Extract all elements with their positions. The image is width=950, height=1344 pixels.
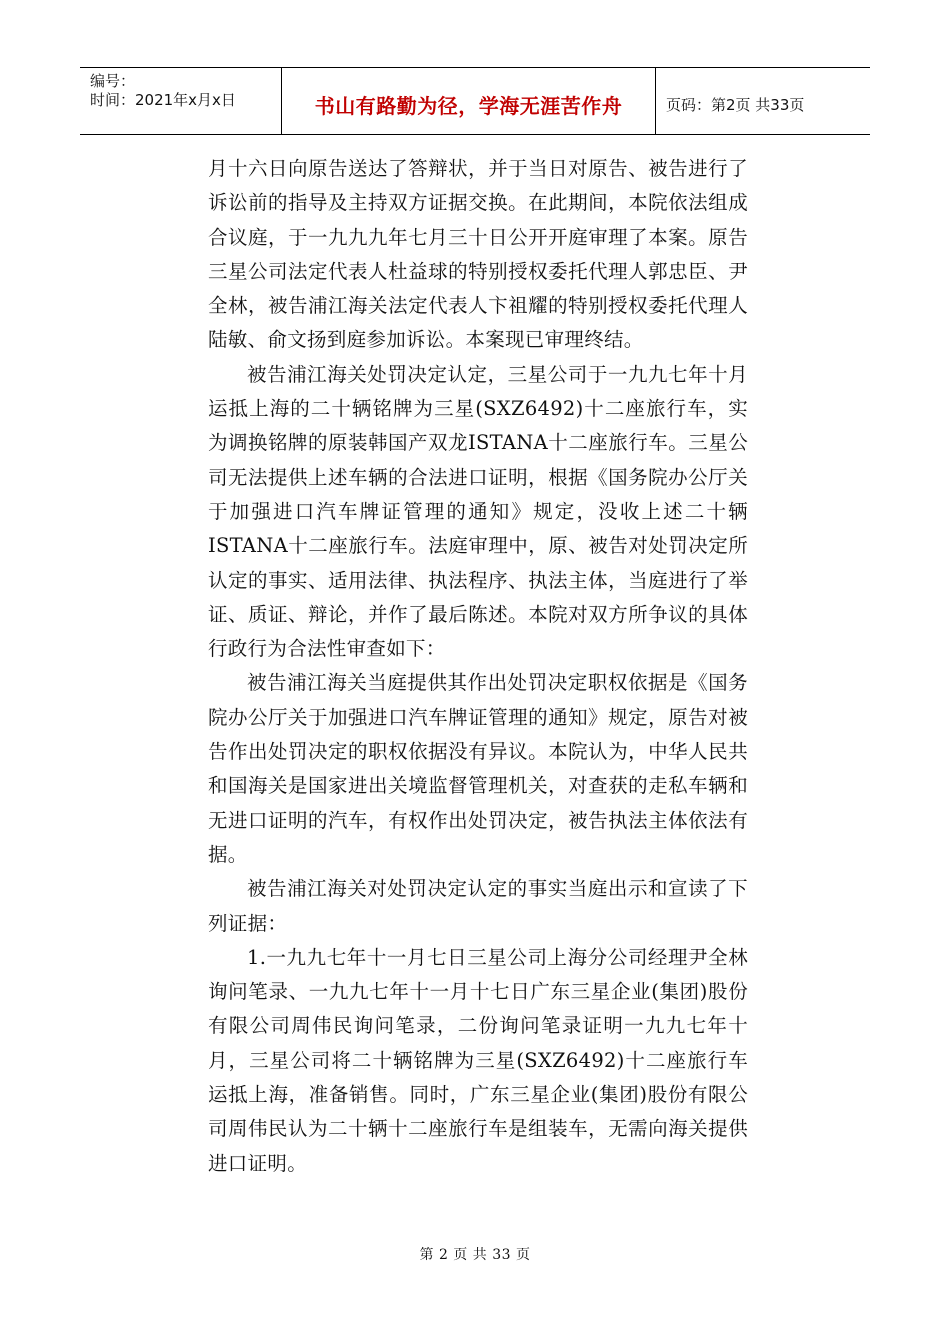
- header-table: [80, 67, 870, 135]
- page-footer: 第 2 页 共 33 页: [419, 1247, 531, 1263]
- paragraph: 被告浦江海关当庭提供其作出处罚决定职权依据是《国务院办公厅关于加强进口汽车牌证管理的通知》规定，原告对被告作出处罚决定的职权依据没有异议。本院认为，中华人民共和国海关是国家进出关境监督管理机关，对查获的走私车辆和无进口证明的汽车，有权作出处罚决定，被告执法主体依法有据。: [208, 671, 748, 866]
- paragraph: 被告浦江海关处罚决定认定，三星公司于一九九七年十月运抵上海的二十辆铭牌为三星(SXZ6492)十二座旅行车，实为调换铭牌的原装韩国产双龙ISTANA十二座旅行车。三星公司无法提供上述车辆的合法进口证明，根据《国务院办公厅关于加强进口汽车牌证管理的通知》规定，没收上述二十辆ISTANA十二座旅行车。法庭审理中，原、被告对处罚决定所认定的事实、适用法律、执法程序、执法主体，当庭进行了举证、质证、辩论，并作了最后陈述。本院对双方所争议的具体行政行为合法性审查如下：: [208, 362, 748, 661]
- document-time: 时间：2021年x月x日: [90, 91, 236, 109]
- header-meta: [80, 68, 282, 134]
- paragraph: 被告浦江海关对处罚决定认定的事实当庭出示和宣读了下列证据：: [208, 877, 748, 935]
- page-info-text: 页码：第2页 共33页: [666, 95, 805, 114]
- document-body: [208, 152, 748, 1181]
- paragraph: 月十六日向原告送达了答辩状，并于当日对原告、被告进行了诉讼前的指导及主持双方证据交换。在此期间，本院依法组成合议庭，于一九九九年七月三十日公开开庭审理了本案。原告三星公司法定代表人杜益球的特别授权委托代理人郭忠臣、尹全林，被告浦江海关法定代表人卞祖耀的特别授权委托代理人陆敏、俞文扬到庭参加诉讼。本案现已审理终结。: [208, 157, 748, 352]
- header-page-info: [656, 68, 870, 134]
- document-number-label: 编号：: [90, 72, 136, 90]
- paragraph: 1.一九九七年十一月七日三星公司上海分公司经理尹全林询问笔录、一九九七年十一月十七日广东三星企业(集团)股份有限公司周伟民询问笔录，二份询问笔录证明一九九七年十月，三星公司将二十辆铭牌为三星(SXZ6492)十二座旅行车运抵上海，准备销售。同时，广东三星企业(集团)股份有限公司周伟民认为二十辆十二座旅行车是组装车，无需向海关提供进口证明。: [208, 945, 748, 1175]
- header-motto-cell: [282, 68, 656, 134]
- motto-text: 书山有路勤为径，学海无涯苦作舟: [314, 93, 623, 118]
